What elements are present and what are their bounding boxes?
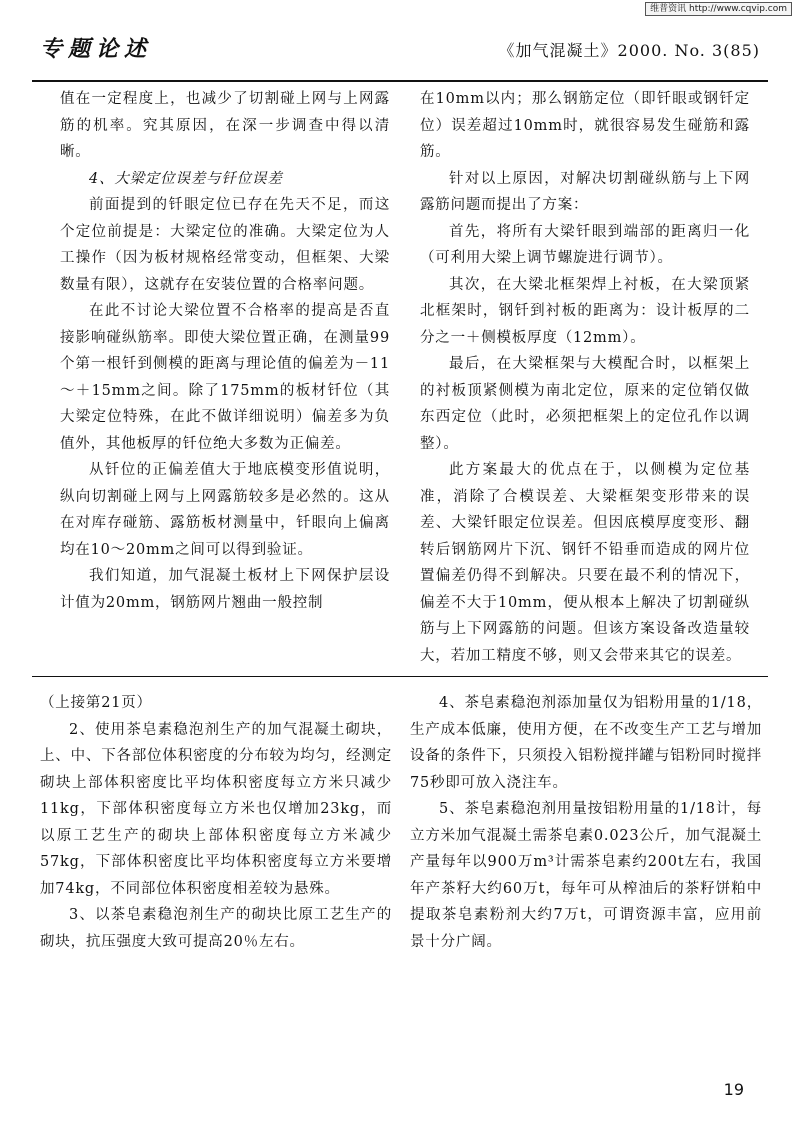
right-column <box>420 86 750 669</box>
paragraph: 前面提到的钎眼定位已存在先天不足，而这个定位前提是：大梁定位的准确。大梁定位为人工操作（因为板材规格经常变动，但框架、大梁数量有限），这就存在安装位置的合格率问题。 <box>60 197 390 293</box>
paragraph: 在10mm以内；那么钢筋定位（即钎眼或钢钎定位）误差超过10mm时，就很容易发生碰筋和露筋。 <box>420 91 750 160</box>
header-divider <box>32 80 768 82</box>
page-number: 19 <box>723 1080 744 1099</box>
paragraph: 在此不讨论大梁位置不合格率的提高是否直接影响碰纵筋率。即使大梁位置正确，在测量99个第一根钎到侧模的距离与理论值的偏差为－11～＋15mm之间。除了175mm的板材钎位（其大梁定位特殊，在此不做详细说明）偏差多为负值外，其他板厚的钎位绝大多数为正偏差。 <box>60 303 390 452</box>
continuation-note: （上接第21页） <box>40 695 152 711</box>
subsection-heading: 4、大梁定位误差与钎位误差 <box>89 170 283 187</box>
watermark-label: 维普资讯 http://www.cqvip.com <box>645 2 792 16</box>
left-column <box>60 86 390 616</box>
section-divider <box>32 676 768 677</box>
paragraph: 5、茶皂素稳泡剂用量按铝粉用量的1/18计，每立方米加气混凝土需茶皂素0.023公斤，加气混凝土产量每年以900万m³计需茶皂素约200t左右，我国年产茶籽大约60万t，每年可从榨油后的茶籽饼粕中提取茶皂素粉剂大约7万t，可谓资源丰富，应用前景十分广阔。 <box>410 801 762 950</box>
paragraph: 其次，在大梁北框架焊上衬板，在大梁顶紧北框架时，钢钎到衬板的距离为：设计板厚的二分之一＋侧模板厚度（12mm）。 <box>420 276 750 346</box>
right-column <box>410 690 762 955</box>
paragraph: 从钎位的正偏差值大于地底模变形值说明，纵向切割碰上网与上网露筋较多是必然的。这从在对库存碰筋、露筋板材测量中，钎眼向上偏离均在10～20mm之间可以得到验证。 <box>60 462 390 558</box>
paragraph: 此方案最大的优点在于，以侧模为定位基准，消除了合模误差、大梁框架变形带来的误差、大梁钎眼定位误差。但因底模厚度变形、翻转后钢筋网片下沉、钢钎不铅垂而造成的网片位置偏差仍得不到解决。只要在最不利的情况下，偏差不大于10mm，便从根本上解决了切割碰纵筋与上下网露筋的问题。但该方案设备改造量较大，若加工精度不够，则又会带来其它的误差。 <box>420 462 750 664</box>
page-header <box>40 32 760 72</box>
main-article-section <box>60 86 750 664</box>
paragraph: 最后，在大梁框架与大模配合时，以框架上的衬板顶紧侧模为南北定位，原来的定位销仅做东西定位（此时，必须把框架上的定位孔作以调整）。 <box>420 356 750 452</box>
paragraph: 首先，将所有大梁钎眼到端部的距离归一化（可利用大梁上调节螺旋进行调节）。 <box>420 223 750 266</box>
continued-article-section <box>40 690 762 990</box>
journal-info: 《加气混凝土》2000. No. 3(85) <box>498 41 760 60</box>
paragraph: 4、茶皂素稳泡剂添加量仅为铝粉用量的1/18，生产成本低廉，使用方便，在不改变生产工艺与增加设备的条件下，只须投入铝粉搅拌罐与铝粉同时搅拌75秒即可放入浇注车。 <box>410 695 762 791</box>
left-column <box>40 690 392 955</box>
section-title: 专题论述 <box>40 36 153 62</box>
paragraph: 值在一定程度上，也减少了切割碰上网与上网露筋的机率。究其原因，在深一步调查中得以清晰。 <box>60 91 390 160</box>
paragraph: 2、使用茶皂素稳泡剂生产的加气混凝土砌块，上、中、下各部位体积密度的分布较为均匀，经测定砌块上部体积密度比平均体积密度每立方米只减少11kg，下部体积密度每立方米也仅增加23kg，而以原工艺生产的砌块上部体积密度每立方米减少57kg，下部体积密度比平均体积密度每立方米要增加74kg，不同部位体积密度相差较为悬殊。 <box>40 721 392 897</box>
paragraph: 3、以茶皂素稳泡剂生产的砌块比原工艺生产的砌块，抗压强度大致可提高20％左右。 <box>40 907 392 950</box>
paragraph: 针对以上原因，对解决切割碰纵筋与上下网露筋问题而提出了方案： <box>420 170 750 213</box>
paragraph: 我们知道，加气混凝土板材上下网保护层设计值为20mm，钢筋网片翘曲一般控制 <box>60 568 390 611</box>
